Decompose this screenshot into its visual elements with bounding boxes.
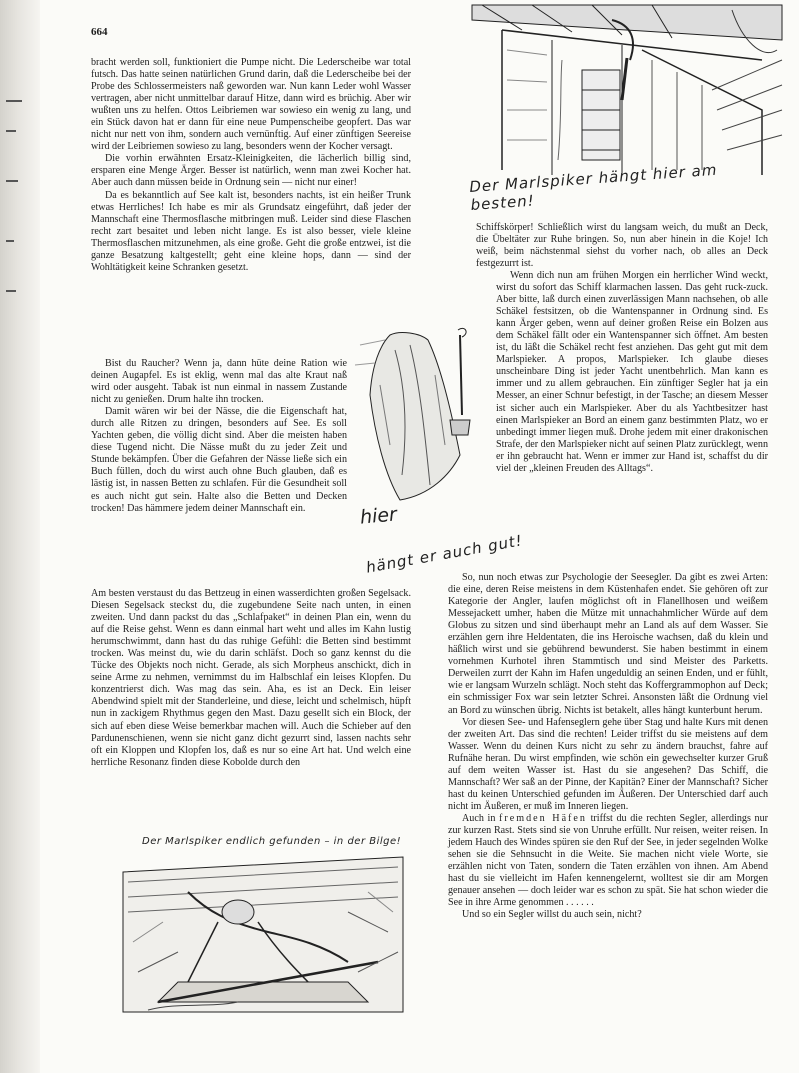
- text-run: Auch in: [462, 812, 500, 824]
- bilge-illustration: [118, 852, 408, 1017]
- cabin-illustration: [462, 0, 792, 178]
- paragraph: Die vorhin erwähnten Ersatz-Kleinigkeiten, die lächerlich billig sind, ersparen eine Menge Ärger. Besser ist natürlich, wenn man zwei Kocher hat. Aber auch dann müssen beide in Ordnung sein — nicht nur einer!: [91, 153, 411, 189]
- paragraph: Wenn dich nun am frühen Morgen ein herrlicher Wind weckt, wirst du sofort das Schiff klarmachen lassen. Das geht ruck-zuck. Aber bitte, laß durch einen zuverlässigen Mann nachsehen, ob alle Schäkel festsitzen, ob die Wantenspanner in Ordnung sind. Es kann Ärger geben, wenn auf deiner großen Reise ein Bolzen aus dem Schäkel fällt oder ein Wantenspanner sich öffnet. Am besten ist, du läßt die Schäkel recht fest anziehen. Das geht gut mit dem Marlspieker. A propos, Marlspieker. Ich glaube dieses unscheinbare Ding ist jeder Yacht unentbehrlich. Man kann es immer und zu allem gebrauchen. Ein zünftiger Segler hat ja ein Messer, an einer Schnur befestigt, in der Tasche; an diesem Messer ist sicher auch ein Marlspieker. Aber du als Yachtbesitzer hast einen Marlspieker an Bord an einem ganz bestimmten Platz, wo er unbedingt immer liegen muß. Drohe jedem mit einer drakonischen Strafe, der den Marlspieker nicht auf seinen Platz zurücklegt, wenn er ihn gebraucht hat. Wenn er immer zur Hand ist, schaffst du dir viel der „kleinen Freuden des Alltags“.: [496, 270, 768, 474]
- left-column-bottom: [91, 588, 411, 769]
- caption-top: Der Marlspiker hängt hier am besten!: [468, 160, 718, 214]
- paragraph: Und so ein Segler willst du auch sein, nicht?: [462, 909, 642, 921]
- book-gutter: [0, 0, 40, 1073]
- right-column-top: [476, 222, 768, 270]
- paragraph: So, nun noch etwas zur Psychologie der Seesegler. Da gibt es zwei Arten: die eine, deren Reise meistens in dem Küstenhafen endet. Sie gehören oft zur Kategorie der Angler, laufen möglichst oft in Flanellhosen und weißem Messejackett umher, haben die Mütze mit unnachahmlicher Würde auf dem Globus zu sitzen und sind überhaupt mehr an Land als auf dem Wasser. Sie erzählen gern ihre Heldentaten, die ins Heroische wachsen, daß du klein und häßlich wirst und sie gebührend bewunderst. Sie haben bestimmt in einem vornehmen Kurhotel ihren Stammtisch und sind Meister des Parketts. Derweilen zurrt der Kahn im Hafen ungeduldig an seinen Enden, und er fühlt, wie er langsam Wurzeln schlägt. Noch steht das Koffergrammophon auf Deck; ein schmissiger Fox war sein letzter Schrei. Ansonsten läßt die Ordnung viel an Bord zu wünschen übrig. Nichts ist betakelt, alles hängt kunterbunt herum.: [448, 572, 768, 716]
- right-column-bottom: [448, 572, 768, 921]
- page-number: 664: [91, 26, 108, 38]
- paragraph: Damit wären wir bei der Nässe, die die Eigenschaft hat, durch alle Ritzen zu dringen, besonders auf See. Es soll Yachten geben, die völlig dicht sind. Aber die meisten haben diese Tugend nicht. Die Nässe mußt du zu jeder Zeit und Stunde bekämpfen. Über die Gefahren der Nässe ließe sich ein Buch füllen, doch du wirst auch ohne Buch glauben, daß es lästig ist, in nassen Betten zu schlafen. Für die Gesundheit soll es auch nicht gut sein. Halte also die Betten und Decken trocken! Das hämmere jedem deiner Mannschaft ein.: [91, 406, 347, 514]
- caption-middle-line2: hängt er auch gut!: [364, 531, 525, 577]
- left-column-narrow: [91, 358, 347, 515]
- coat-illustration: [350, 325, 478, 515]
- left-column-top: [91, 57, 411, 274]
- paragraph: bracht werden soll, funktioniert die Pumpe nicht. Die Lederscheibe war total futsch. Das hatte seinen natürlichen Grund darin, daß die Lederscheibe bei der Probe des Schlossermeisters naß geworden war. Nun kann Leder wohl Wasser vertragen, aber nicht unmittelbar darauf Hitze, dann wird es brüchig. Aber wir wußten uns zu helfen. Ottos Leibriemen war sowieso ein wenig zu lang, und ein Stück davon hat er dann für eine neue Pumpenscheibe geopfert. Das war nicht nur nett von ihm, sondern auch vernünftig. Auf einer zünftigen Seereise wird der Leibriemen sowieso zu lang, besonders wenn der Kocher versagt.: [91, 57, 411, 153]
- right-column-narrow: [496, 270, 768, 475]
- spaced-text: fremden Häfen: [499, 812, 587, 824]
- caption-middle-line1: hier: [359, 503, 398, 529]
- caption-bottom: Der Marlspiker endlich gefunden – in der Bilge!: [142, 836, 402, 847]
- paragraph: Schiffskörper! Schließlich wirst du langsam weich, du mußt an Deck, die Übeltäter zur Ruhe bringen. So, nun aber hinein in die Koje! Ich weiß, beim nächstenmal siehst du vorher nach, ob alles an Deck festgezurrt ist.: [476, 222, 768, 269]
- paragraph: Bist du Raucher? Wenn ja, dann hüte deine Ration wie deinen Augapfel. Es ist eklig, wenn mal das alte Kraut naß wird oder ausgeht. Tabak ist nun einmal in nassem Zustande nicht zu genießen. Drum halte ihn trocken.: [91, 358, 347, 406]
- paragraph: Vor diesen See- und Hafenseglern gehe über Stag und halte Kurs mit denen der zweiten Art. Das sind die rechten! Leider triffst du sie meistens auf dem Wasser. Wenn du deinen Kurs nicht zu sehr zu ändern brauchst, fahre auf Rufnähe heran. Du wirst empfinden, wie schön ein gewechselter kurzer Gruß auf dem weiten Wasser ist. Hast du sie angesehen? Das Schiff, die Mannschaft? Wer saß an der Pinne, der Kapitän? Einer der Mannschaft? Sicher hast du keinen Unterschied gefunden im Äußeren. Der Unterschied darf auch nicht im Äußeren, er muß im Inneren liegen.: [448, 716, 768, 812]
- margin-marks: [6, 90, 26, 390]
- paragraph: Am besten verstaust du das Bettzeug in einen wasserdichten großen Segelsack. Diesen Segelsack steckst du, die zugebundene Seite nach unten, in einen zweiten. Und dann packst du das „Schlafpaket“ in deinen Plan ein, wenn du auf die Reise gehst. Wenn es dann einmal hart weht und alles im Kahn lustig herumschwimmt, dann hast du das ruhige Gefühl: die Betten sind bestimmt trocken. Was meinst du, wie du darin schläfst. Doch so ganz kennst du die Tücke des Objekts noch nicht. Gerade, als sich Morpheus anschickt, dich in seine Arme zu nehmen, vernimmst du im Halbschlaf ein leises Klopfen. Du konzentrierst dich. Was mag das sein. Aha, es ist an Deck. Ein leiser Abendwind spielt mit der Standerleine, und diese, leicht und schelmisch, hüpft nun in zackigem Rhythmus gegen den Mast. Dazu gesellt sich ein Block, der sich auf eben diese Weise bemerkbar machen will. Auch die Schieber auf den Pardunenschienen, wenn sie nicht ganz dicht gezurrt sind, lassen nachts sehr oft ein Kloppen und Klopfen los, daß es nur so eine Art hat. Und welch eine herrliche Resonanz finden diese Kobolde durch den: [91, 588, 411, 768]
- text-run: triffst du die rechten Segler, allerdings nur zur kurzen Rast. Stets sind sie von Unruhe erfüllt. Nur reisen, weiter reisen. In jedem Hauch des Windes spüren sie den Ruf der See, in jeder segelnden Wolke sehen sie die Sehnsucht in die Weite. Sie machen nicht viele Worte, sie erzählen nicht von Taten, sondern die Taten erzählen von ihnen. Am Abend hast du sie vielleicht im Hafen kennengelernt, wolltest sie dir am Morgen genauer ansehen — doch leider war es schon zu spät. Sie hat schon wieder die See in ihre Arme genommen . . . . . .: [448, 812, 769, 909]
- paragraph: [448, 813, 768, 909]
- paragraph: Da es bekanntlich auf See kalt ist, besonders nachts, ist ein heißer Trunk etwas Herrliches! Ich habe es mir als Grundsatz eingeführt, daß jeder der Mannschaft eine Thermosflasche mitbringen muß. Leider sind diese Flaschen recht zart besaitet und leben nicht lange. Es ist also besser, viele kleine Thermosflaschen mitzunehmen, als eine große. Geht die große entzwei, ist die ganze Besatzung kaltgestellt; geht eine kleine hops, dann — sind der Wohltätigkeit keine Schranken gesetzt.: [91, 189, 411, 273]
